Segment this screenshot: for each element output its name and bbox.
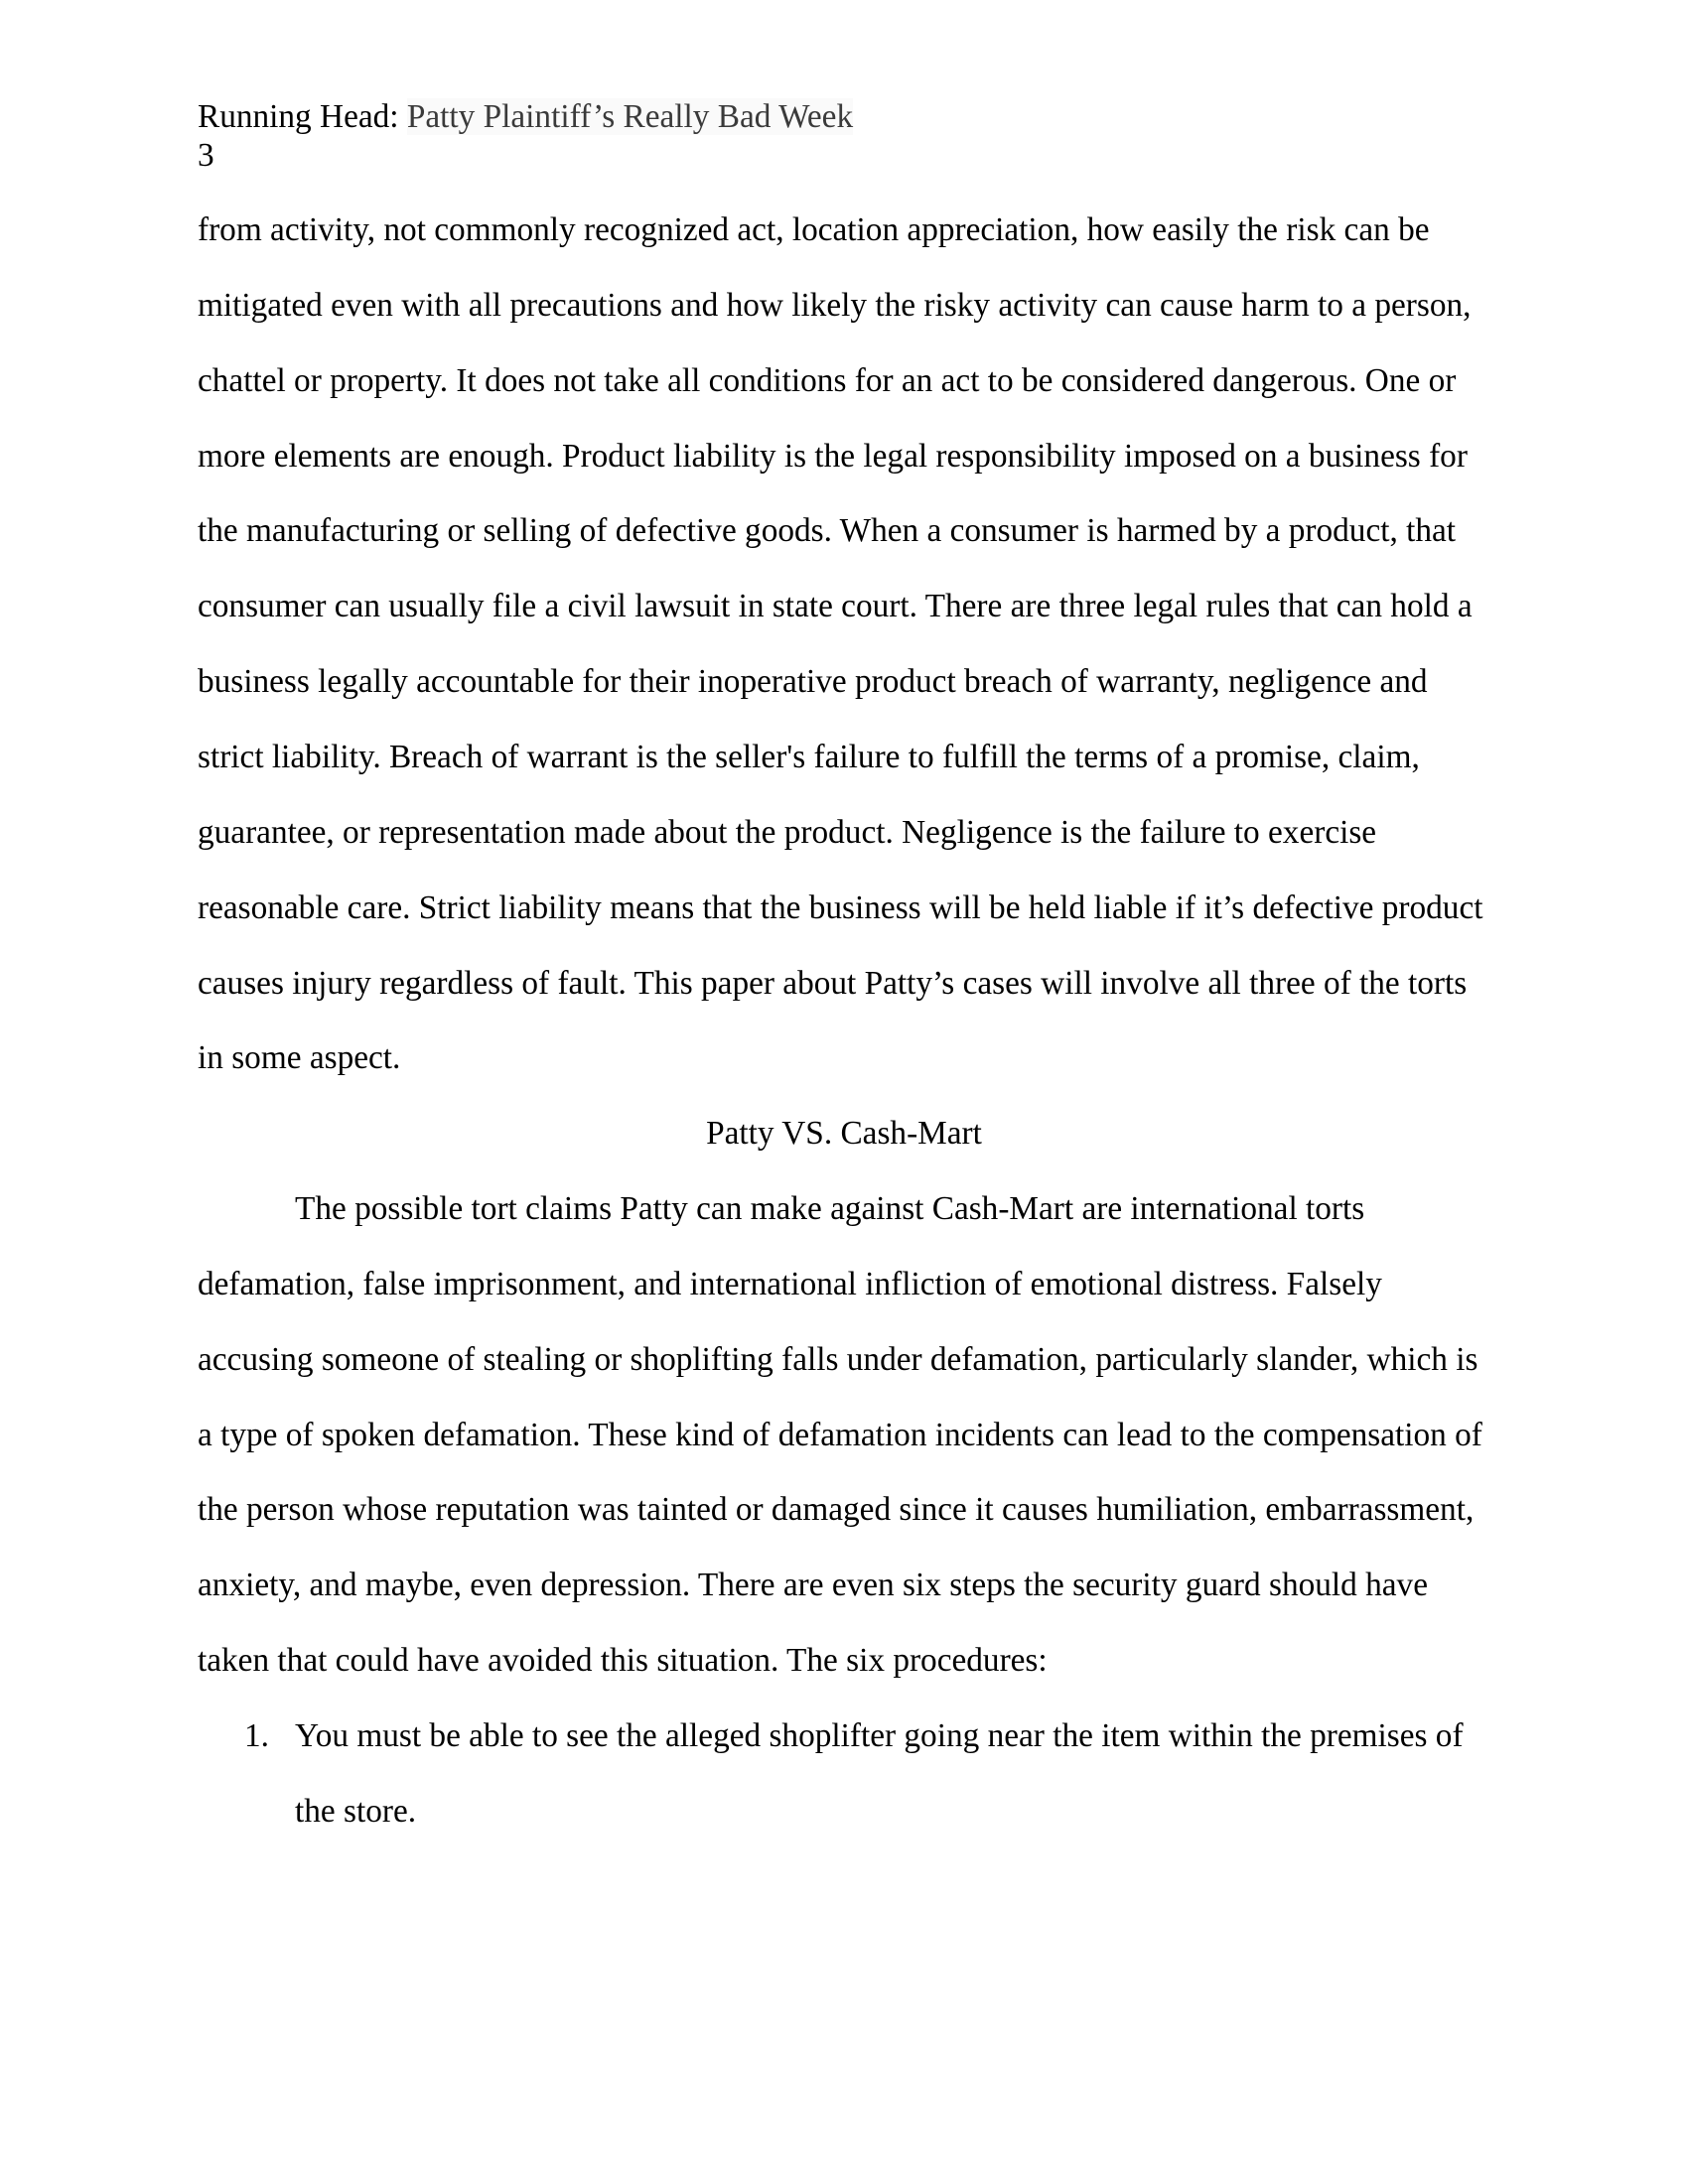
- paragraph-line: mitigated even with all precautions and how likely the risky activity can cause harm to a person,: [198, 286, 1472, 324]
- list-item-line: You must be able to see the alleged shoplifter going near the item within the premises of: [295, 1717, 1464, 1754]
- running-head-label: Running Head:: [198, 98, 407, 135]
- paragraph-line: consumer can usually file a civil lawsuit in state court. There are three legal rules that can hold a: [198, 588, 1473, 625]
- paragraph-line: guarantee, or representation made about the product. Negligence is the failure to exercise: [198, 813, 1377, 851]
- paragraph-line: business legally accountable for their inoperative product breach of warranty, negligence and: [198, 663, 1428, 701]
- paragraph-line: The possible tort claims Patty can make against Cash-Mart are international torts: [295, 1190, 1365, 1228]
- section-heading: Patty VS. Cash-Mart: [706, 1115, 982, 1153]
- running-head-title: Patty Plaintiff’s Really Bad Week: [406, 98, 854, 135]
- paragraph-line: accusing someone of stealing or shoplifting falls under defamation, particularly slander, which is: [198, 1340, 1478, 1378]
- paragraph-line: a type of spoken defamation. These kind of defamation incidents can lead to the compensation of: [198, 1416, 1482, 1453]
- list-item-number: 1.: [244, 1717, 269, 1754]
- list-item-line: the store.: [295, 1792, 417, 1830]
- paragraph-line: in some aspect.: [198, 1039, 401, 1077]
- paragraph-line: defamation, false imprisonment, and international infliction of emotional distress. Falsely: [198, 1265, 1382, 1302]
- paragraph-line: more elements are enough. Product liability is the legal responsibility imposed on a business for: [198, 437, 1468, 475]
- paragraph-line: taken that could have avoided this situation. The six procedures:: [198, 1642, 1048, 1680]
- paragraph-line: the person whose reputation was tainted or damaged since it causes humiliation, embarrassment,: [198, 1491, 1475, 1529]
- paragraph-line: reasonable care. Strict liability means that the business will be held liable if it’s defective product: [198, 888, 1483, 926]
- page-number: 3: [198, 137, 214, 174]
- paragraph-line: chattel or property. It does not take all conditions for an act to be considered dangerous. One or: [198, 361, 1457, 399]
- running-head: [198, 97, 853, 137]
- paragraph-line: strict liability. Breach of warrant is the seller's failure to fulfill the terms of a promise, claim,: [198, 738, 1420, 775]
- paragraph-line: anxiety, and maybe, even depression. There are even six steps the security guard should have: [198, 1567, 1428, 1604]
- paragraph-line: causes injury regardless of fault. This paper about Patty’s cases will involve all three of the torts: [198, 964, 1468, 1002]
- paragraph-line: from activity, not commonly recognized act, location appreciation, how easily the risk can be: [198, 211, 1430, 248]
- paragraph-line: the manufacturing or selling of defective goods. When a consumer is harmed by a product, that: [198, 512, 1457, 550]
